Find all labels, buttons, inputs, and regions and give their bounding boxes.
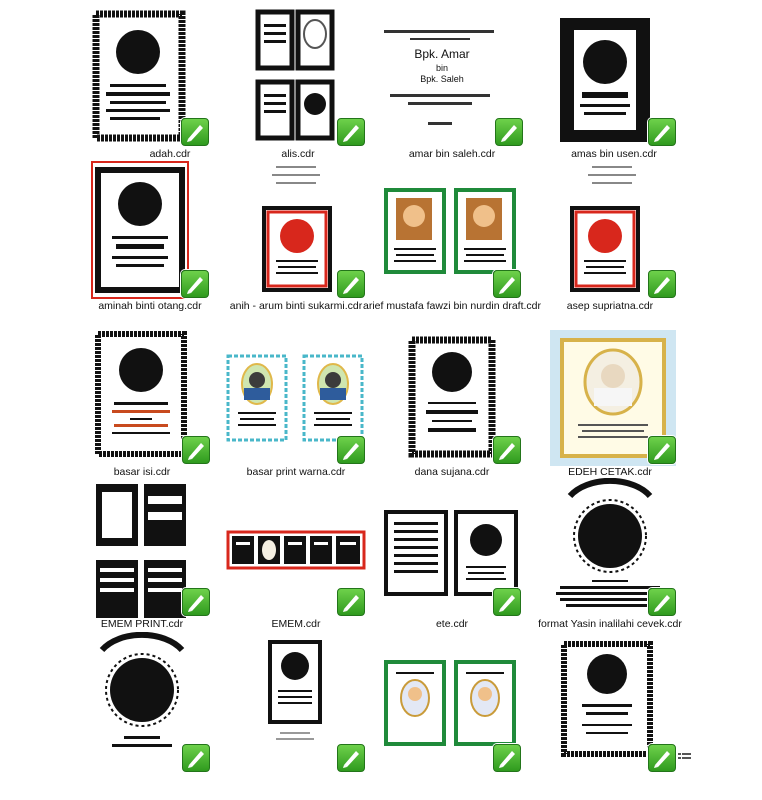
- file-tile-row5-4[interactable]: [520, 632, 700, 800]
- file-name-label: adah.cdr: [149, 148, 191, 160]
- file-name-label: dana sujana.cdr: [414, 466, 490, 478]
- coreldraw-file-icon: [648, 436, 676, 464]
- coreldraw-file-icon: [648, 588, 676, 616]
- file-tile-format-yasin[interactable]: [520, 478, 700, 646]
- file-tile-edeh-cetak[interactable]: [520, 326, 700, 494]
- doc-father-text: Bpk. Saleh: [420, 74, 464, 84]
- file-tile-emem[interactable]: [206, 478, 386, 646]
- file-name-label: amas bin usen.cdr: [571, 148, 657, 160]
- file-name-label: ete.cdr: [435, 618, 469, 630]
- coreldraw-file-icon: [493, 744, 521, 772]
- file-name-label: basar isi.cdr: [113, 466, 171, 478]
- file-tile-anih-arum[interactable]: [206, 160, 386, 328]
- file-tile-basar-print-warna[interactable]: [206, 326, 386, 494]
- file-tile-emem-print[interactable]: [52, 478, 232, 646]
- file-name-label: basar print warna.cdr: [246, 466, 346, 478]
- file-tile-row5-2[interactable]: [206, 632, 386, 800]
- file-name-label: arief mustafa fawzi bin nurdin draft.cdr: [363, 300, 541, 312]
- file-name-label: EDEH CETAK.cdr: [568, 466, 652, 478]
- coreldraw-file-icon: [493, 270, 521, 298]
- file-tile-amar-bin-saleh[interactable]: [362, 8, 542, 176]
- coreldraw-file-icon: [181, 118, 209, 146]
- file-name-label: anih - arum binti sukarmi.cdr: [229, 300, 363, 312]
- file-tile-arief-mustafa[interactable]: [362, 160, 542, 328]
- file-tile-row5-3[interactable]: [362, 632, 542, 800]
- file-thumbnail: [524, 8, 704, 148]
- coreldraw-file-icon: [493, 436, 521, 464]
- file-name-label: alis.cdr: [281, 148, 315, 160]
- file-tile-asep-supriatna[interactable]: [520, 160, 700, 328]
- doc-name-text: Bpk. Amar: [414, 47, 470, 61]
- coreldraw-file-icon: [337, 436, 365, 464]
- coreldraw-file-icon: [648, 118, 676, 146]
- coreldraw-file-icon: [337, 270, 365, 298]
- coreldraw-file-icon: [181, 270, 209, 298]
- file-name-label: format Yasin inalilahi cevek.cdr: [538, 618, 682, 630]
- file-tile-ete[interactable]: [362, 478, 542, 646]
- file-name-label: asep supriatna.cdr: [566, 300, 654, 312]
- file-tile-amas-bin-usen[interactable]: [524, 8, 704, 176]
- coreldraw-file-icon: [337, 118, 365, 146]
- coreldraw-file-icon: [337, 744, 365, 772]
- doc-bin-text: bin: [435, 63, 449, 73]
- coreldraw-file-icon: [648, 270, 676, 298]
- coreldraw-file-icon: [493, 588, 521, 616]
- view-toggle-icon[interactable]: [678, 752, 694, 765]
- coreldraw-file-icon: [648, 744, 676, 772]
- file-tile-dana-sujana[interactable]: [362, 326, 542, 494]
- coreldraw-file-icon: [495, 118, 523, 146]
- coreldraw-file-icon: [337, 588, 365, 616]
- file-name-label: EMEM.cdr: [271, 618, 321, 630]
- file-name-label: amar bin saleh.cdr: [408, 148, 496, 160]
- file-tile-row5-1[interactable]: [52, 632, 232, 800]
- file-tile-basar-isi[interactable]: [52, 326, 232, 494]
- file-name-label: aminah binti otang.cdr: [98, 300, 202, 312]
- file-tile-alis[interactable]: [208, 8, 388, 176]
- file-name-label: EMEM PRINT.cdr: [100, 618, 184, 630]
